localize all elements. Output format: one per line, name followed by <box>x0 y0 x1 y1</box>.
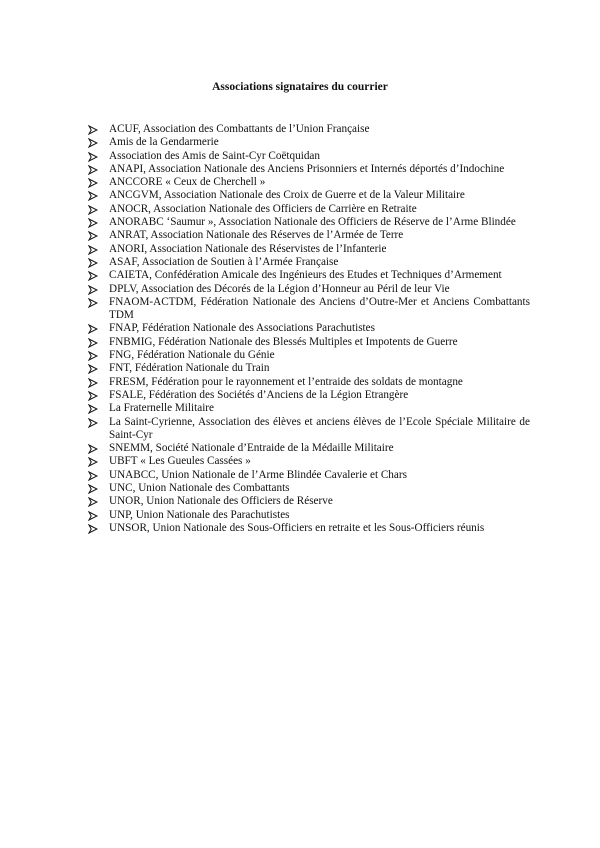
list-item-text: CAIETA, Confédération Amicale des Ingénieurs des Etudes et Techniques d’Armement <box>109 269 502 282</box>
list-item-text: ANORABC ‘Saumur », Association Nationale des Officiers de Réserve de l’Arme Blindée <box>109 216 516 229</box>
list-item-text: ANORI, Association Nationale des Réservistes de l’Infanterie <box>109 242 387 255</box>
list-item-text: ANAPI, Association Nationale des Anciens Prisonniers et Internés déportés d’Indochine <box>109 162 505 175</box>
list-item <box>88 349 530 362</box>
list-item <box>88 163 530 176</box>
arrowhead-bullet-icon <box>88 364 98 374</box>
list-item <box>88 150 530 163</box>
arrowhead-bullet-icon <box>88 471 98 481</box>
list-item <box>88 469 530 482</box>
arrowhead-bullet-icon <box>88 497 98 507</box>
arrowhead-bullet-icon <box>88 125 98 135</box>
list-item-text: ACUF, Association des Combattants de l’Union Française <box>109 123 370 135</box>
list-item-text: ANRAT, Association Nationale des Réserves de l’Armée de Terre <box>109 229 404 242</box>
list-item <box>88 136 530 149</box>
list-item-text: UBFT « Les Gueules Cassées » <box>109 455 251 468</box>
list-item <box>88 296 530 323</box>
list-item <box>88 203 530 216</box>
list-item <box>88 336 530 349</box>
arrowhead-bullet-icon <box>88 152 98 162</box>
arrowhead-bullet-icon <box>88 205 98 215</box>
list-item <box>88 495 530 508</box>
arrowhead-bullet-icon <box>88 524 98 534</box>
list-item <box>88 229 530 242</box>
arrowhead-bullet-icon <box>88 404 98 414</box>
list-item <box>88 322 530 335</box>
arrowhead-bullet-icon <box>88 338 98 348</box>
list-item-text: ANCGVM, Association Nationale des Croix de Guerre et de la Valeur Militaire <box>109 189 465 202</box>
arrowhead-bullet-icon <box>88 391 98 401</box>
arrowhead-bullet-icon <box>88 285 98 295</box>
list-item-text: Association des Amis de Saint-Cyr Coëtquidan <box>109 149 320 162</box>
arrowhead-bullet-icon <box>88 484 98 494</box>
list-item-text: UNSOR, Union Nationale des Sous-Officiers en retraite et les Sous-Officiers réunis <box>109 521 485 534</box>
list-item-text: FRESM, Fédération pour le rayonnement et l’entraide des soldats de montagne <box>109 375 463 388</box>
arrowhead-bullet-icon <box>88 271 98 281</box>
list-item <box>88 509 530 522</box>
list-item-text: La Fraternelle Militaire <box>109 402 214 415</box>
arrowhead-bullet-icon <box>88 245 98 255</box>
list-item <box>88 283 530 296</box>
list-item-text: FNG, Fédération Nationale du Génie <box>109 349 275 362</box>
page-title: Associations signataires du courrier <box>212 81 388 93</box>
list-item-text: SNEMM, Société Nationale d’Entraide de la Médaille Militaire <box>109 442 394 455</box>
arrowhead-bullet-icon <box>88 218 98 228</box>
arrowhead-bullet-icon <box>88 324 98 334</box>
association-list <box>88 123 530 535</box>
arrowhead-bullet-icon <box>88 378 98 388</box>
list-item <box>88 362 530 375</box>
list-item <box>88 482 530 495</box>
list-item <box>88 442 530 455</box>
list-item-text: Amis de la Gendarmerie <box>109 136 219 149</box>
list-item-text: UNOR, Union Nationale des Officiers de Réserve <box>109 495 333 508</box>
arrowhead-bullet-icon <box>88 138 98 148</box>
list-item-text: FNAOM-ACTDM, Fédération Nationale des Anciens d’Outre-Mer et Anciens Combattants TDM <box>109 295 530 322</box>
list-item-text: UNC, Union Nationale des Combattants <box>109 482 290 495</box>
arrowhead-bullet-icon <box>88 444 98 454</box>
list-item <box>88 522 530 535</box>
list-item <box>88 269 530 282</box>
arrowhead-bullet-icon <box>88 351 98 361</box>
list-item-text: ANCCORE « Ceux de Cherchell » <box>109 176 266 189</box>
list-item <box>88 256 530 269</box>
list-item-text: FNAP, Fédération Nationale des Associations Parachutistes <box>109 322 375 335</box>
list-item-text: ANOCR, Association Nationale des Officiers de Carrière en Retraite <box>109 202 417 215</box>
arrowhead-bullet-icon <box>88 418 98 428</box>
arrowhead-bullet-icon <box>88 258 98 268</box>
list-item-text: FNT, Fédération Nationale du Train <box>109 362 270 375</box>
arrowhead-bullet-icon <box>88 165 98 175</box>
arrowhead-bullet-icon <box>88 298 98 308</box>
list-item <box>88 176 530 189</box>
list-item <box>88 216 530 229</box>
list-item-text: DPLV, Association des Décorés de la Légion d’Honneur au Péril de leur Vie <box>109 282 450 295</box>
list-item <box>88 189 530 202</box>
list-item <box>88 416 530 443</box>
list-item <box>88 376 530 389</box>
list-item <box>88 455 530 468</box>
list-item-text: FSALE, Fédération des Sociétés d’Anciens de la Légion Etrangère <box>109 388 409 401</box>
arrowhead-bullet-icon <box>88 178 98 188</box>
arrowhead-bullet-icon <box>88 511 98 521</box>
list-item-text: UNP, Union Nationale des Parachutistes <box>109 508 290 521</box>
arrowhead-bullet-icon <box>88 457 98 467</box>
list-item <box>88 123 530 136</box>
arrowhead-bullet-icon <box>88 231 98 241</box>
list-item-text: FNBMIG, Fédération Nationale des Blessés Multiples et Impotents de Guerre <box>109 335 458 348</box>
list-item <box>88 389 530 402</box>
arrowhead-bullet-icon <box>88 191 98 201</box>
list-item <box>88 402 530 415</box>
list-item-text: ASAF, Association de Soutien à l’Armée Française <box>109 255 339 268</box>
list-item-text: UNABCC, Union Nationale de l’Arme Blindée Cavalerie et Chars <box>109 468 407 481</box>
list-item <box>88 243 530 256</box>
list-item-text: La Saint-Cyrienne, Association des élèves et anciens élèves de l’Ecole Spéciale Militaire de Saint-Cyr <box>109 415 530 441</box>
